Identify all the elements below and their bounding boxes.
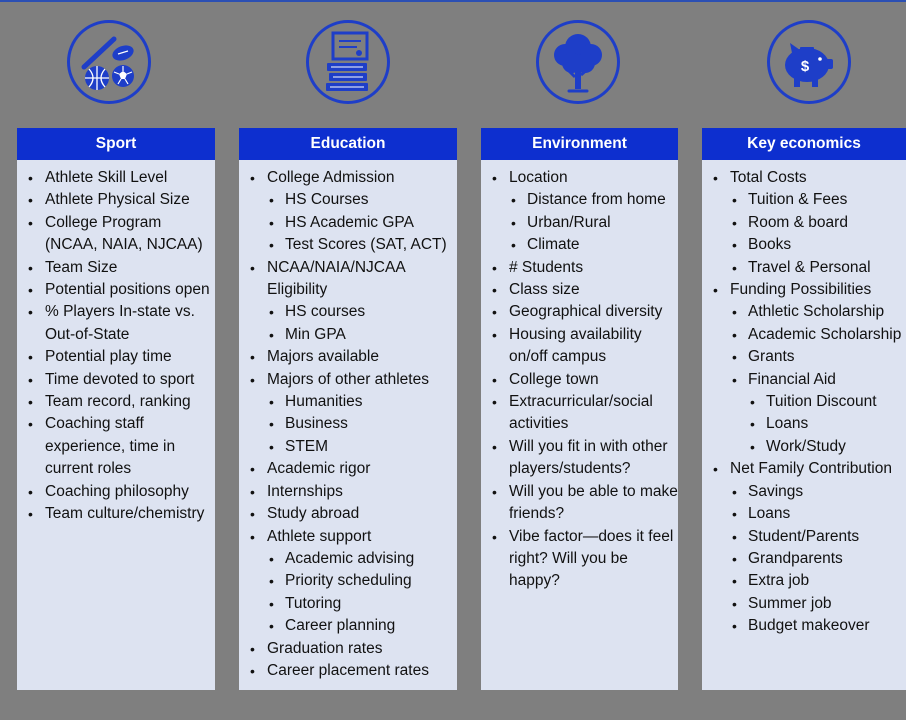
- list-item-text: Climate: [527, 236, 580, 254]
- education-icon-circle: [306, 20, 390, 104]
- list-item: [702, 458, 906, 637]
- column-environment: [481, 128, 678, 690]
- list-item: [17, 212, 215, 257]
- list-item-text: Priority scheduling: [285, 572, 412, 590]
- list-item-text: Funding Possibilities: [730, 281, 872, 299]
- list-item-text: Savings: [748, 482, 804, 500]
- list-item: [239, 660, 457, 682]
- column-key-economics: [702, 128, 906, 690]
- list-item: [481, 369, 678, 391]
- tree-icon: [539, 23, 617, 101]
- column-header: Education: [239, 128, 457, 160]
- list-item-text: Grandparents: [748, 549, 843, 567]
- sub-list: [730, 189, 906, 279]
- list-item-text: Grants: [748, 348, 795, 366]
- dollar-sign-icon: $: [800, 58, 810, 75]
- sports-balls-icon: [70, 23, 148, 101]
- list-item-text: HS Courses: [285, 191, 369, 209]
- sub-list-item: [267, 234, 457, 256]
- list-item: [481, 436, 678, 481]
- column-education: [239, 128, 457, 690]
- list-item: [17, 167, 215, 189]
- column-list: [17, 160, 215, 526]
- environment-icon-circle: [536, 20, 620, 104]
- column-list: [239, 160, 457, 682]
- sub-list-item: [748, 391, 906, 413]
- column-header: Sport: [17, 128, 215, 160]
- list-item-text: Career placement rates: [267, 661, 429, 679]
- list-item: [17, 279, 215, 301]
- sub-list: [267, 391, 457, 458]
- list-item: [481, 167, 678, 257]
- list-item-text: Athlete support: [267, 527, 372, 545]
- list-item-text: Team culture/chemistry: [45, 505, 205, 523]
- list-item: [239, 503, 457, 525]
- sub-list-item: [730, 526, 906, 548]
- list-item: [17, 346, 215, 368]
- list-item: [17, 503, 215, 525]
- list-item-text: Coaching philosophy: [45, 482, 189, 500]
- list-item: [239, 638, 457, 660]
- list-item-text: Student/Parents: [748, 527, 860, 545]
- list-item-text: Urban/Rural: [527, 213, 611, 231]
- list-item-text: Business: [285, 415, 348, 433]
- sub-list: [267, 548, 457, 638]
- list-item-text: Geographical diversity: [509, 303, 663, 321]
- sub-list-item: [730, 257, 906, 279]
- list-item-text: Team Size: [45, 258, 118, 276]
- list-item-text: Net Family Contribution: [730, 460, 892, 478]
- sub-list-item: [267, 212, 457, 234]
- list-item: [481, 324, 678, 369]
- list-item-text: Housing availability on/off campus: [509, 325, 642, 366]
- list-item-text: Tuition Discount: [766, 393, 877, 411]
- list-item-text: HS Academic GPA: [285, 213, 414, 231]
- list-item-text: Loans: [748, 505, 791, 523]
- sub-list: [267, 301, 457, 346]
- sub-list-item: [730, 570, 906, 592]
- list-item-text: Time devoted to sport: [45, 370, 195, 388]
- list-item-text: Team record, ranking: [45, 393, 191, 411]
- sub-list-item: [267, 436, 457, 458]
- sub-list: [509, 189, 678, 256]
- sub-list: [267, 189, 457, 256]
- sub-list-item: [509, 212, 678, 234]
- list-item-text: Travel & Personal: [748, 258, 871, 276]
- list-item-text: Budget makeover: [748, 617, 870, 635]
- list-item-text: Extracurricular/social activities: [509, 393, 653, 433]
- list-item: [17, 391, 215, 413]
- sub-list-item: [267, 615, 457, 637]
- list-item: [702, 279, 906, 458]
- list-item-text: NCAA/NAIA/NJCAA Eligibility: [267, 258, 405, 299]
- list-item: [481, 279, 678, 301]
- list-item-text: # Students: [509, 258, 584, 276]
- list-item: [481, 526, 678, 593]
- list-item: [239, 346, 457, 368]
- sub-list-item: [267, 548, 457, 570]
- list-item-text: Athlete Skill Level: [45, 169, 168, 186]
- list-item-text: Athletic Scholarship: [748, 303, 885, 321]
- list-item-text: Academic Scholarship: [748, 325, 902, 343]
- list-item-text: Work/Study: [766, 437, 846, 455]
- list-item: [239, 458, 457, 480]
- sub-list-item: [748, 413, 906, 435]
- column-header: Key economics: [702, 128, 906, 160]
- economics-icon-circle: [767, 20, 851, 104]
- list-item: [17, 481, 215, 503]
- list-item-text: Majors available: [267, 348, 379, 366]
- list-item-text: Financial Aid: [748, 370, 836, 388]
- list-item-text: Humanities: [285, 393, 363, 411]
- list-item-text: Career planning: [285, 617, 396, 635]
- sub-list-item: [730, 301, 906, 323]
- list-item-text: STEM: [285, 437, 329, 455]
- list-item-text: Class size: [509, 281, 580, 299]
- sub-list-item: [748, 436, 906, 458]
- sub-list-item: [267, 391, 457, 413]
- list-item-text: Vibe factor—does it feel right? Will you be happy?: [509, 527, 674, 590]
- sub-list-item: [730, 324, 906, 346]
- list-item-text: Test Scores (SAT, ACT): [285, 236, 447, 254]
- list-item: [239, 369, 457, 459]
- sub-list-item: [730, 593, 906, 615]
- list-item: [17, 369, 215, 391]
- list-item-text: Location: [509, 169, 568, 186]
- list-item-text: Graduation rates: [267, 639, 383, 657]
- list-item: [239, 481, 457, 503]
- list-item: [481, 481, 678, 526]
- sub-list: [748, 391, 906, 458]
- list-item-text: Min GPA: [285, 325, 346, 343]
- list-item: [481, 257, 678, 279]
- list-item-text: Potential positions open: [45, 281, 210, 299]
- list-item: [702, 167, 906, 279]
- list-item-text: Tutoring: [285, 594, 342, 612]
- list-item-text: College town: [509, 370, 599, 388]
- list-item-text: % Players In-state vs. Out-of-State: [45, 303, 195, 343]
- list-item-text: Total Costs: [730, 169, 807, 186]
- list-item-text: Will you be able to make friends?: [509, 482, 678, 523]
- list-item-text: Study abroad: [267, 505, 360, 523]
- list-item: [17, 301, 215, 346]
- list-item-text: Extra job: [748, 572, 810, 590]
- sub-list: [730, 481, 906, 638]
- list-item-text: Majors of other athletes: [267, 370, 429, 388]
- sub-list-item: [730, 615, 906, 637]
- sub-list-item: [267, 413, 457, 435]
- sub-list-item: [730, 369, 906, 459]
- list-item-text: Tuition & Fees: [748, 191, 848, 209]
- column-sport: [17, 128, 215, 690]
- column-header: Environment: [481, 128, 678, 160]
- list-item-text: Academic advising: [285, 549, 415, 567]
- sub-list-item: [730, 548, 906, 570]
- sports-icon-circle: [67, 20, 151, 104]
- sub-list-item: [730, 503, 906, 525]
- list-item-text: Summer job: [748, 594, 832, 612]
- sub-list-item: [730, 189, 906, 211]
- column-list: [481, 160, 678, 593]
- list-item-text: Loans: [766, 415, 809, 433]
- books-diploma-icon: [309, 23, 387, 101]
- sub-list-item: [267, 593, 457, 615]
- list-item-text: Academic rigor: [267, 460, 371, 478]
- list-item-text: Potential play time: [45, 348, 172, 366]
- sub-list-item: [267, 570, 457, 592]
- list-item-text: Will you fit in with other players/students?: [509, 437, 668, 478]
- sub-list-item: [267, 324, 457, 346]
- sub-list-item: [267, 189, 457, 211]
- list-item: [239, 526, 457, 638]
- list-item-text: Athlete Physical Size: [45, 191, 190, 209]
- list-item-text: Books: [748, 236, 792, 254]
- list-item: [17, 189, 215, 211]
- list-item-text: Distance from home: [527, 191, 666, 209]
- list-item: [481, 391, 678, 436]
- sub-list-item: [509, 189, 678, 211]
- sub-list-item: [267, 301, 457, 323]
- sub-list-item: [730, 234, 906, 256]
- sub-list-item: [509, 234, 678, 256]
- list-item-text: Internships: [267, 482, 343, 500]
- list-item-text: HS courses: [285, 303, 366, 321]
- list-item-text: Room & board: [748, 213, 848, 231]
- list-item: [17, 413, 215, 480]
- sub-list-item: [730, 212, 906, 234]
- list-item: [239, 167, 457, 257]
- top-border-line: [0, 0, 906, 2]
- list-item-text: Coaching staff experience, time in current roles: [45, 415, 176, 478]
- list-item: [481, 301, 678, 323]
- sub-list: [730, 301, 906, 458]
- sub-list-item: [730, 346, 906, 368]
- list-item-text: College Admission: [267, 169, 395, 186]
- list-item: [239, 257, 457, 347]
- piggy-bank-icon: [770, 23, 848, 101]
- list-item-text: College Program (NCAA, NAIA, NJCAA): [45, 213, 203, 254]
- sub-list-item: [730, 481, 906, 503]
- list-item: [17, 257, 215, 279]
- column-list: [702, 160, 906, 638]
